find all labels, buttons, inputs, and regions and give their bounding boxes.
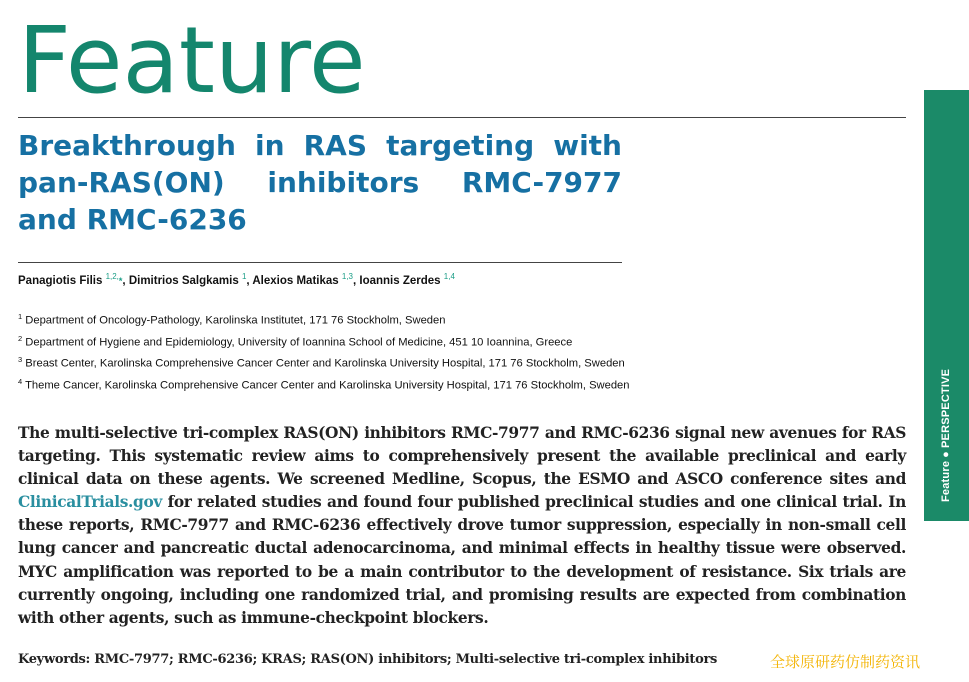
bullet-icon: ● xyxy=(940,451,952,458)
affiliation-text: Department of Oncology-Pathology, Karolinska Institutet, 171 76 Stockholm, Sweden xyxy=(25,314,446,327)
affiliation-text: Department of Hygiene and Epidemiology, University of Ioannina School of Medicine, 451 10 Ioannina, Greece xyxy=(25,336,573,349)
affiliation-item xyxy=(18,330,630,352)
author-affiliation-sup[interactable]: 1,4 xyxy=(443,272,455,281)
clinicaltrials-link[interactable]: ClinicalTrials.gov xyxy=(18,493,162,512)
affiliation-number: 2 xyxy=(18,333,23,343)
article-title: Breakthrough in RAS targeting with pan-RAS(ON) inhibitors RMC-7977 and RMC-6236 xyxy=(18,129,622,236)
author-affiliation-sup[interactable]: 1,2, xyxy=(105,272,119,281)
affiliation-number: 1 xyxy=(18,312,23,321)
keywords-text: RMC-7977; RMC-6236; KRAS; RAS(ON) inhibitors; Multi-selective tri-complex inhibitors xyxy=(94,652,718,667)
affiliation-text: Breast Center, Karolinska Comprehensive Cancer Center and Karolinska University Hospital, 171 76 Stockholm, Sweden xyxy=(25,358,625,371)
side-tab-label xyxy=(940,369,952,502)
abstract xyxy=(18,422,906,630)
author-affiliation-sup[interactable]: 1 xyxy=(241,272,247,281)
corresponding-author-star[interactable]: * xyxy=(118,275,123,286)
affiliation-text: Theme Cancer, Karolinska Comprehensive Cancer Center and Karolinska University Hospital, 171 76 Stockholm, Sweden xyxy=(25,379,630,392)
author-affiliation-sup[interactable]: 1,3 xyxy=(341,272,353,281)
title-divider xyxy=(18,262,622,263)
watermark-text: 全球原研药仿制药资讯 xyxy=(770,653,921,671)
abstract-text: The multi-selective tri-complex RAS(ON) inhibitors RMC-7977 and RMC-6236 signal new avenues for RAS targeting. This systematic review aims to comprehensively present the available preclinical and early clinical data on these agents. We screened Medline, Scopus, the ESMO and ASCO conference sites and xyxy=(18,424,906,489)
author-list: Panagiotis Filis $^{1,2,}$*, Dimitrios Salgkamis $^1$, Alexios Matikas $^{1,3}$, Ioannis Zerdes $^{1,4}$ xyxy=(18,272,455,287)
author-name[interactable]: Dimitrios Salgkamis xyxy=(128,274,239,287)
affiliation-item xyxy=(18,373,630,395)
author-name[interactable]: Panagiotis Filis xyxy=(18,274,103,287)
top-divider xyxy=(18,117,906,118)
side-tab-feature: Feature xyxy=(940,460,952,502)
affiliation-number: 3 xyxy=(18,355,23,365)
keywords-label: Keywords: xyxy=(18,652,91,667)
author-name[interactable]: Alexios Matikas xyxy=(252,274,339,287)
abstract-text: for related studies and found four published preclinical studies and one clinical trial. In these reports, RMC-7977 and RMC-6236 effectively drove tumor suppression, especially in non-small cell lung cancer and pancreatic ductal adenocarcinoma, and minimal effects in healthy tissue were observed. MYC amplification was reported to be a main contributor to the development of resistance. Six trials are currently ongoing, including one randomized trial, and promising results are expected from combination with other agents, such as immune-checkpoint blockers. xyxy=(18,493,906,627)
side-tab-perspective: PERSPECTIVE xyxy=(940,368,952,448)
affiliation-number: 4 xyxy=(18,377,23,387)
author-name[interactable]: Ioannis Zerdes xyxy=(359,274,441,287)
affiliation-item xyxy=(18,308,630,330)
affiliation-list xyxy=(18,308,630,395)
keywords xyxy=(18,652,717,667)
section-heading: Feature xyxy=(18,7,366,114)
affiliation-item xyxy=(18,351,630,373)
